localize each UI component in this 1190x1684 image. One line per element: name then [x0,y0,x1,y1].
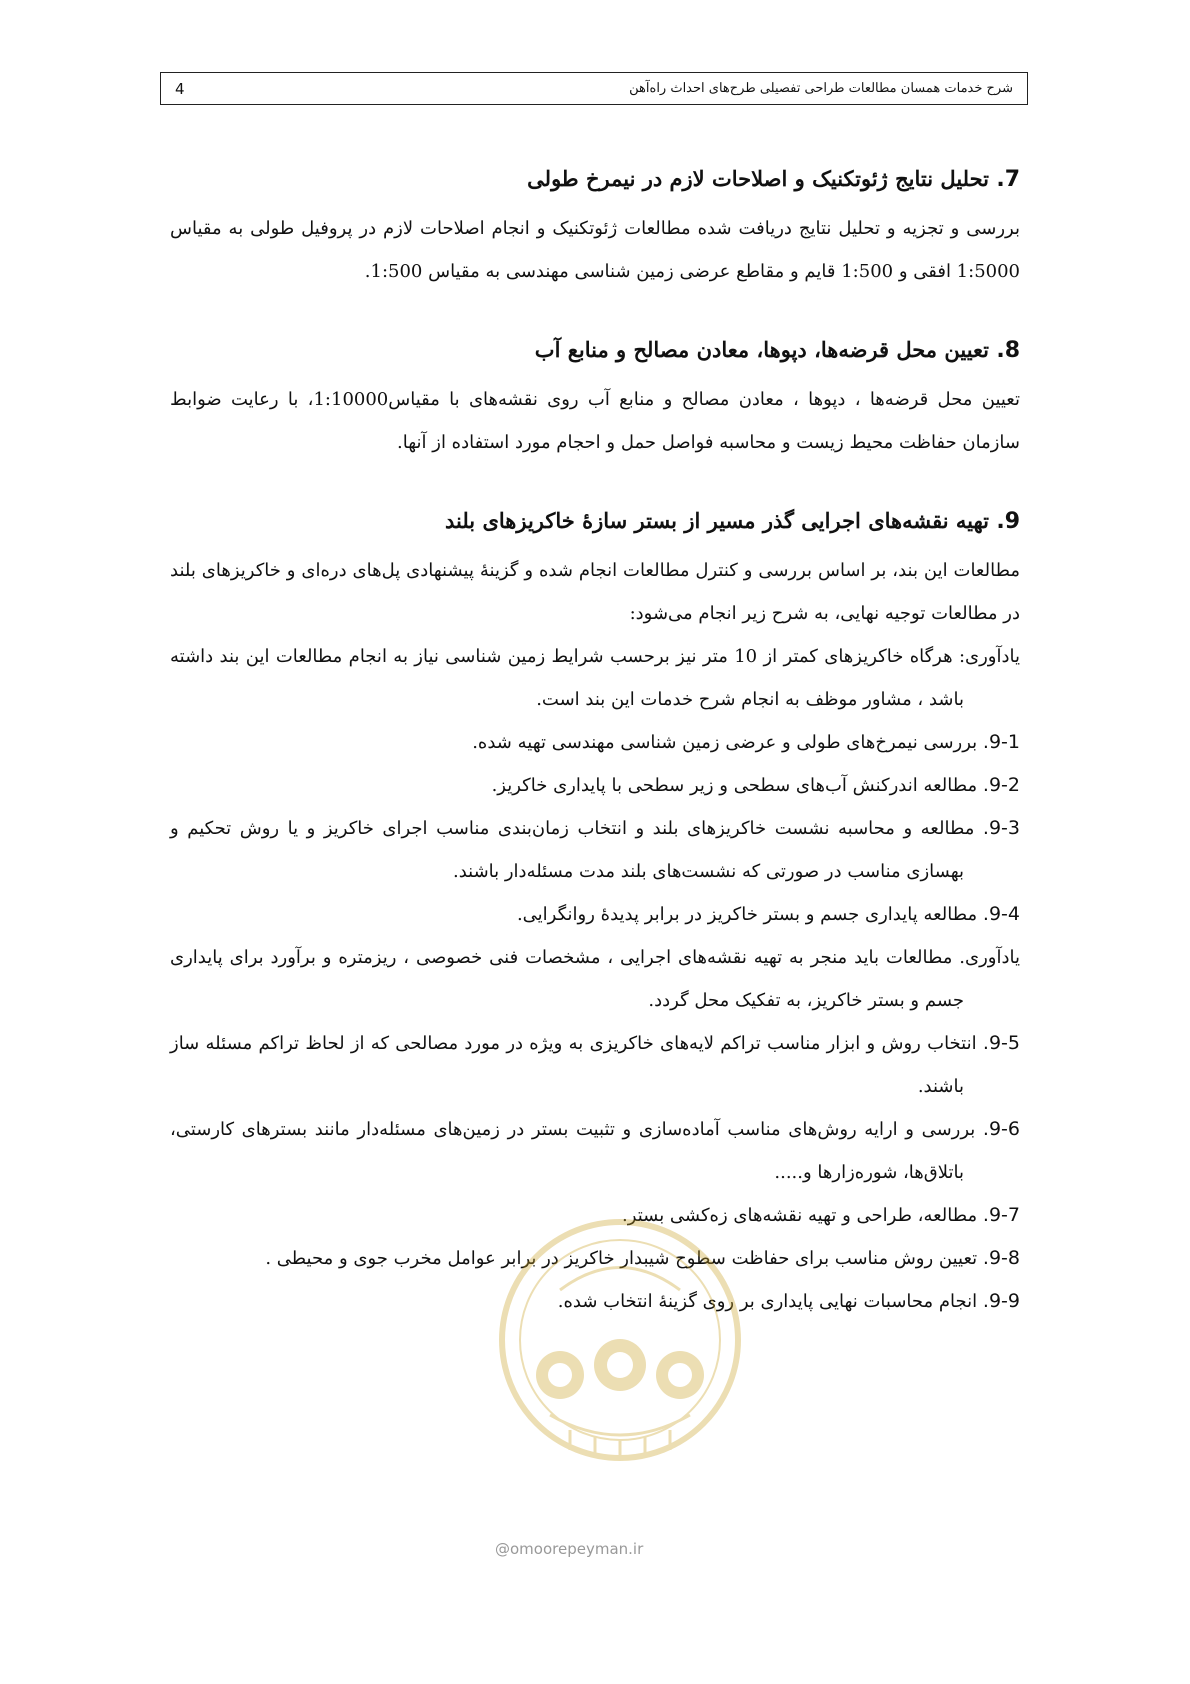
section-9 [170,502,1020,1323]
item-text: تعیین روش مناسب برای حفاظت سطوح شیبدار خاکریز در برابر عوامل مخرب جوی و محیطی . [265,1248,978,1269]
item-number: 9-5. [982,1032,1020,1054]
item-number: 9-9. [982,1290,1020,1312]
item-number: 9-8. [982,1247,1020,1269]
section-title: تهیه نقشه‌های اجرایی گذر مسیر از بستر سازهٔ خاکریزهای بلند [444,508,990,533]
list-item [170,1194,1020,1237]
list-item [170,807,1020,893]
paragraph: تعیین محل قرضه‌ها ، دپوها ، معادن مصالح و منابع آب روی نقشه‌های با مقیاس1:10000، با رعایت ضوابط سازمان حفاظت محیط زیست و محاسبه فواصل حمل و احجام مورد استفاده از آنها. [170,389,1020,453]
item-text: مطالعه و محاسبه نشست خاکریزهای بلند و انتخاب زمان‌بندی مناسب اجرای خاکریز و یا روش تحکیم و بهسازی مناسب در صورتی که نشست‌های بلند مدت مسئله‌دار باشند. [170,818,975,882]
section-title: تعیین محل قرضه‌ها، دپوها، معادن مصالح و منابع آب [534,337,990,362]
item-number: 9-4. [982,903,1020,925]
list-item [170,1237,1020,1280]
page-header [160,72,1028,105]
section-heading [170,502,1020,541]
item-number: 9-3. [982,817,1020,839]
page-number: 4 [175,79,185,98]
list-item [170,764,1020,807]
item-text: مطالعه، طراحی و تهیه نقشه‌های زه‌کشی بستر. [622,1205,978,1226]
paragraph: بررسی و تجزیه و تحلیل نتایج دریافت شده مطالعات ژئوتکنیک و انجام اصلاحات لازم در پروفیل طولی به مقیاس 1:5000 افقی و 1:500 قایم و مقاطع عرضی زمین شناسی مهندسی به مقیاس 1:500. [170,218,1020,282]
section-number: 7. [996,167,1020,192]
item-text: مطالعه اندرکنش آب‌های سطحی و زیر سطحی با پایداری خاکریز. [491,775,978,796]
section-title: تحلیل نتایج ژئوتکنیک و اصلاحات لازم در نیمرخ طولی [527,166,990,191]
header-title: شرح خدمات همسان مطالعات طراحی تفصیلی طرح‌های احداث راه‌آهن [629,81,1013,96]
list-item [170,1108,1020,1194]
list-item [170,893,1020,936]
item-text: بررسی و ارایه روش‌های مناسب آماده‌سازی و تثبیت بستر در زمین‌های مسئله‌دار مانند بسترهای کارستی، باتلاق‌ها، شوره‌زارها و..... [170,1119,976,1183]
item-text: مطالعه پایداری جسم و بستر خاکریز در برابر پدیدهٔ روانگرایی. [516,904,978,925]
paragraph: مطالعات این بند، بر اساس بررسی و کنترل مطالعات انجام شده و گزینهٔ پیشنهادی پل‌های دره‌ای و خاکریزهای بلند در مطالعات توجیه نهایی، به شرح زیر انجام می‌شود: [170,560,1020,624]
section-8 [170,331,1020,464]
note: یادآوری: هرگاه خاکریزهای کمتر از 10 متر نیز برحسب شرایط زمین شناسی نیاز به انجام مطالعات این بند داشته باشد ، مشاور موظف به انجام شرح خدمات این بند است. [170,646,1021,710]
note: یادآوری. مطالعات باید منجر به تهیه نقشه‌های اجرایی ، مشخصات فنی خصوصی ، ریزمتره و برآورد برای پایداری جسم و بستر خاکریز، به تفکیک محل گردد. [170,947,1020,1011]
item-number: 9-7. [982,1204,1020,1226]
document-body [170,160,1020,1361]
item-text: بررسی نیمرخ‌های طولی و عرضی زمین شناسی مهندسی تهیه شده. [472,732,978,753]
item-text: انتخاب روش و ابزار مناسب تراکم لایه‌های خاکریزی به ویژه در مورد مصالحی که از لحاظ تراکم مسئله ساز باشند. [170,1033,977,1097]
section-heading [170,160,1020,199]
section-7 [170,160,1020,293]
item-number: 9-1. [982,731,1020,753]
item-number: 9-2. [982,774,1020,796]
item-text: انجام محاسبات نهایی پایداری بر روی گزینهٔ انتخاب شده. [557,1291,978,1312]
section-number: 8. [996,338,1020,363]
section-heading [170,331,1020,370]
watermark-caption: @omoorepeyman.ir [495,1540,644,1558]
list-item [170,721,1020,764]
item-number: 9-6. [982,1118,1020,1140]
list-item [170,1022,1020,1108]
section-number: 9. [996,509,1020,534]
list-item [170,1280,1020,1323]
